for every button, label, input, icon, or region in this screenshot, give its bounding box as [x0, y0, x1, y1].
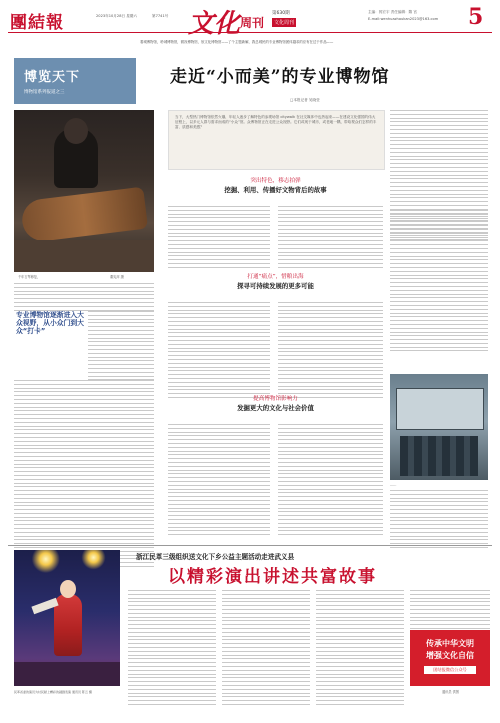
stage-floor [14, 662, 120, 686]
bottom-kicker: 浙江民革三级组织送文化下乡公益主题活动走进武义县 [136, 553, 295, 561]
lead-box [168, 110, 385, 170]
column-title: 博览天下 [24, 70, 81, 85]
masthead-rule [8, 32, 492, 33]
headline: 走近“小而美”的专业博物馆 [170, 67, 390, 87]
mid-text-3a [168, 424, 270, 538]
table-surface [14, 240, 154, 272]
photo-guqin-credit: 董宪萍 摄 [110, 275, 124, 279]
photo-museum-caption: …… [390, 483, 397, 487]
worker-head [64, 118, 88, 144]
stage-lights [14, 550, 120, 580]
bottom-text-2 [222, 590, 310, 708]
mid-text-2b [278, 302, 383, 401]
ad-box [410, 630, 490, 686]
guqin-instrument [20, 187, 148, 244]
pullquote [14, 311, 84, 373]
bottom-text-1 [128, 590, 216, 708]
ad-line1: 传承中华文明 [426, 639, 474, 648]
subhead-2-line1: 打通“痛点”，惜粮出海 [247, 274, 304, 280]
bottom-text-4 [410, 590, 490, 632]
mid-text-1a [168, 206, 270, 271]
bottom-photo-credit: 通讯员 供图 [442, 690, 459, 694]
lead-text: 当下，大型热门博物馆依然火爆，年轻人逐步了解特色的参观场馆 citywalk 在社交媒体中也热起来——在建设文化强国的伟大征程上，以多元人群与需求而成的“小众”馆。众博物馆正在走进公众视野。它们或现于城市，或老地一隅，带给观众们怎样的丰富、质感和美感？ [175, 115, 377, 130]
section-divider [8, 545, 492, 546]
museum-display-case [396, 388, 484, 430]
editor-credits: 主编：郭宏宇 责任编辑：隋 宫 [368, 10, 418, 14]
performer-head [60, 580, 76, 598]
bottom-headline: 以精彩演出讲述共富故事 [168, 567, 377, 587]
left-column-text [14, 283, 154, 313]
subhead-3 [168, 394, 383, 418]
mid-text-3b [278, 424, 383, 538]
ad-line2: 增强文化自信 [426, 651, 474, 660]
mid-text-1b [278, 206, 383, 271]
section-suffix: 周刊 [240, 16, 265, 30]
right-text-1 [390, 210, 488, 354]
section-badge: 文化周刊 [274, 20, 295, 26]
column-subtitle: 博物馆系列报道之三 [24, 90, 65, 95]
column-box [14, 58, 136, 104]
photo-museum [390, 374, 488, 480]
edition-number: 第630期 [272, 11, 290, 16]
photo-performer-caption: 民革省委的演员为村民献上精彩的越剧表演 通讯员 陈云 摄 [14, 690, 92, 694]
photo-guqin [14, 110, 154, 272]
intro-bar: 看城博物馆，聆城博物馆，微视博物馆，欣文化博物馆——了个主题新解，我总城民的专业博物馆团体越求的应有在过于作品—— [140, 40, 334, 44]
editor-email: E-mail:wenhuazhoukan2023@163.com [368, 17, 439, 21]
photo-guqin-caption: 千年古琴修复， [18, 275, 41, 279]
bottom-text-3 [316, 590, 404, 708]
pullquote-text: 专业博物馆逐渐进入大众视野，从小众门到大众“打卡” [16, 311, 84, 335]
section-name: 文化 [188, 9, 241, 39]
issue-date: 2023年10月28日 星期六 [96, 14, 137, 18]
subhead-3-line1: 提高博物馆影响力 [253, 396, 298, 402]
page-number: 5 [468, 4, 484, 30]
subhead-2 [168, 272, 383, 296]
subhead-1-line1: 突出特色，移志拍弹 [250, 178, 301, 184]
subhead-1-line2: 挖掘、利用、传播好文物背后的故事 [224, 186, 327, 194]
photo-performer [14, 550, 120, 686]
subhead-3-line2: 发掘更大的文化与社会价值 [237, 404, 314, 412]
left-column-text-2 [14, 380, 154, 570]
ad-line3: 团结报微信公众号 [424, 666, 476, 674]
paper-name: 團結報 [10, 13, 64, 33]
byline: □本报记者 吴晓莹 [290, 98, 320, 102]
right-text-2 [390, 490, 488, 551]
issue-number: 第7741号 [152, 14, 169, 18]
mid-text-2a [168, 302, 270, 401]
subhead-2-line2: 探寻可持续发展的更多可能 [237, 282, 314, 290]
museum-visitors [400, 436, 478, 476]
subhead-1 [168, 176, 383, 200]
pullquote-side-text [88, 311, 154, 383]
